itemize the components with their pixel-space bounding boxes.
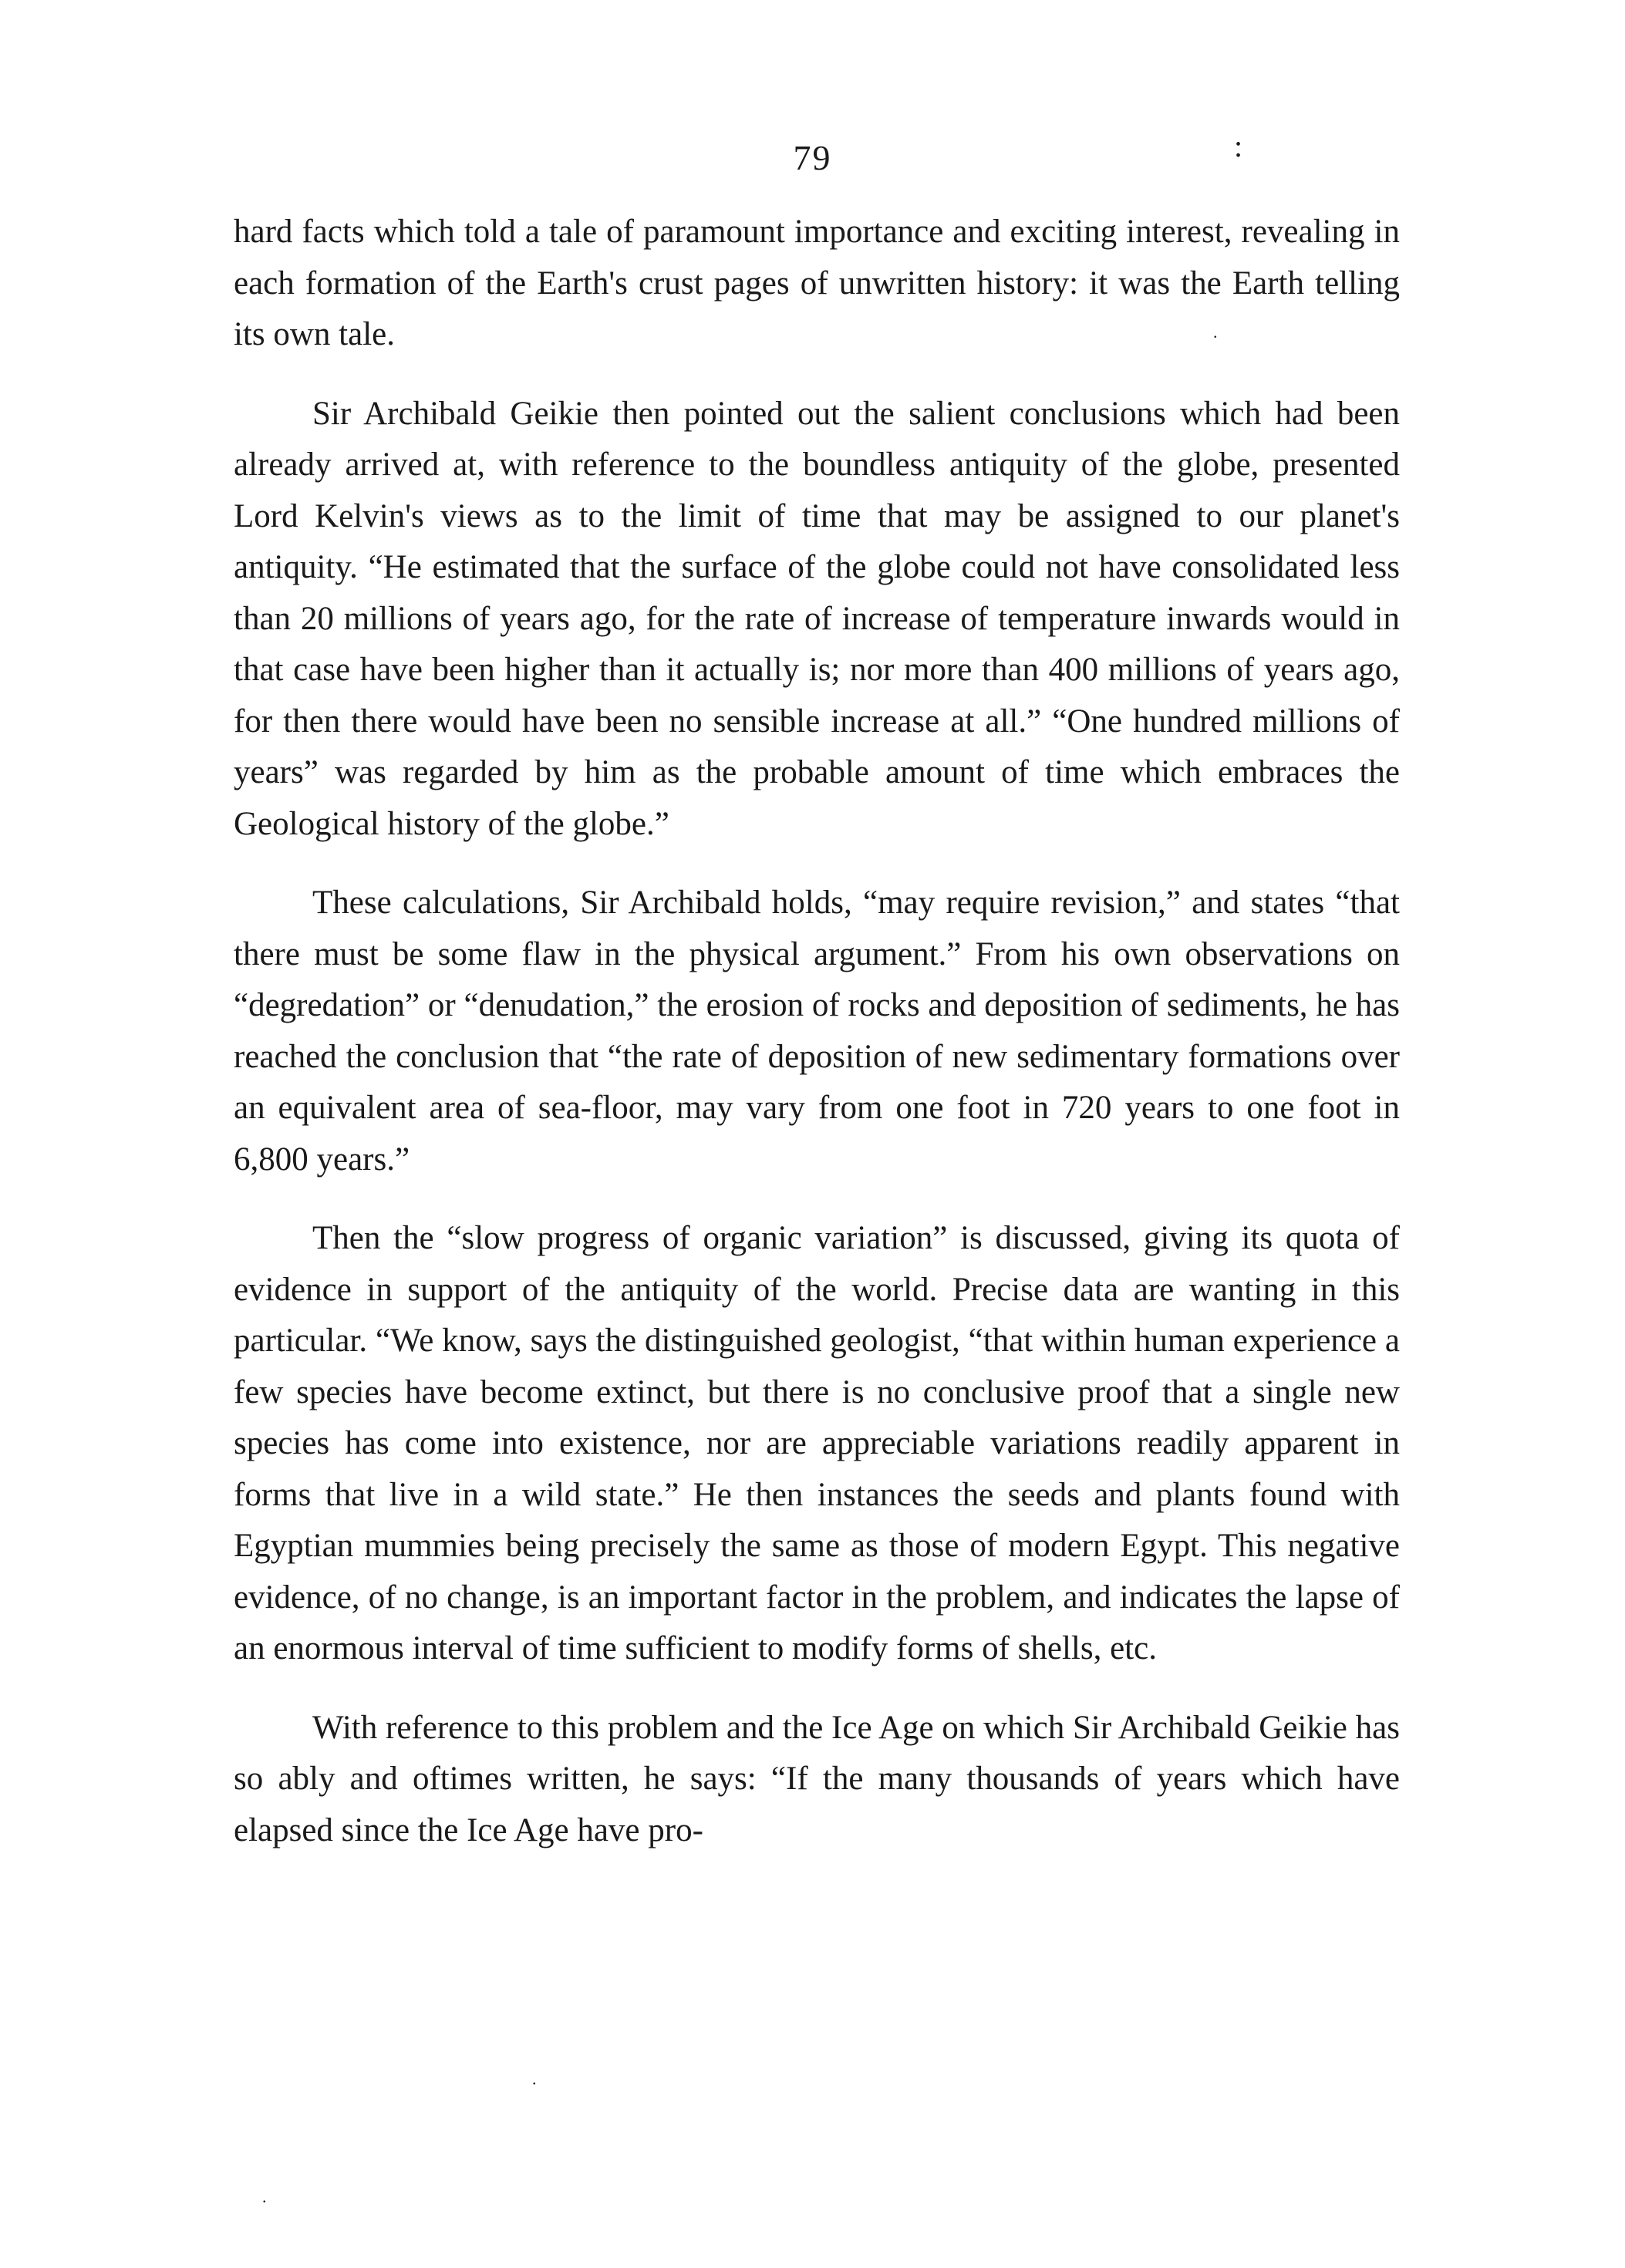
print-speck: . bbox=[1213, 322, 1218, 342]
print-speck: . bbox=[262, 2187, 267, 2206]
page-number: 79 bbox=[793, 138, 832, 177]
print-speck: . bbox=[532, 2069, 537, 2088]
paragraph: With reference to this problem and the Ice Age on which Sir Archibald Geikie has so ably and oftimes written, he says: “If the many thousands of years which have elapsed since the Ice Age have pro- bbox=[234, 1709, 1400, 1848]
paragraph: Then the “slow progress of organic variation” is discussed, giving its quota of evidence in support of the antiquity of the world. Precise data are wanting in this particular. “We know, says the distinguished geologist, “that within human experience a few species have become extinct, but there is no conclusive proof that a single new species has come into existence, nor are appreciable variations readily apparent in forms that live in a wild state.” He then instances the seeds and plants found with Egyptian mummies being precisely the same as those of modern Egypt. This negative evidence, of no change, is an important factor in the problem, and indicates the lapse of an enormous interval of time sufficient to modify forms of shells, etc. bbox=[234, 1220, 1400, 1666]
paragraph: hard facts which told a tale of paramount importance and exciting interest, revealing in each formation of the Earth's crust pages of unwritten history: it was the Earth telling its own tale. bbox=[234, 214, 1400, 352]
print-speck: : bbox=[1234, 129, 1243, 163]
paragraph: These calculations, Sir Archibald holds, “may require revision,” and states “that there must be some flaw in the physical argument.” From his own observations on “degredation” or “denudation,” the erosion of rocks and deposition of sediments, he has reached the conclusion that “the rate of deposition of new sedimentary formations over an equivalent area of sea-floor, may vary from one foot in 720 years to one foot in 6,800 years.” bbox=[234, 885, 1400, 1178]
paragraph: Sir Archibald Geikie then pointed out the salient conclusions which had been already arrived at, with reference to the boundless antiquity of the globe, presented Lord Kelvin's views as to the limit of time that may be assigned to our planet's antiquity. “He estimated that the surface of the globe could not have consolidated less than 20 millions of years ago, for the rate of increase of temperature inwards would in that case have been higher than it actually is; nor more than 400 millions of years ago, for then there would have been no sensible increase at all.” “One hundred millions of years” was regarded by him as the probable amount of time which embraces the Geological history of the globe.” bbox=[234, 395, 1400, 842]
body-text bbox=[234, 207, 1400, 1856]
